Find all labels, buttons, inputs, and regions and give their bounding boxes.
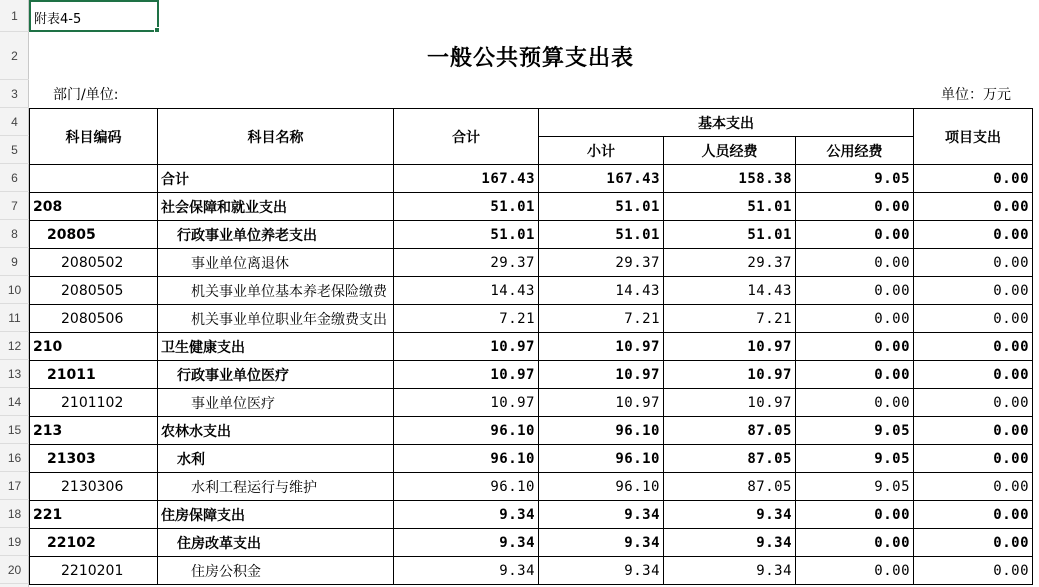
cell-personnel[interactable]: 10.97 bbox=[664, 333, 796, 361]
row-number[interactable]: 4 bbox=[0, 108, 29, 136]
cell-public[interactable]: 0.00 bbox=[796, 361, 914, 389]
dept-label: 部门/单位: bbox=[53, 87, 119, 103]
cell-subtotal[interactable]: 14.43 bbox=[539, 277, 664, 305]
cell-public[interactable]: 9.05 bbox=[796, 473, 914, 501]
cell-subtotal[interactable]: 29.37 bbox=[539, 249, 664, 277]
cell-subtotal[interactable]: 9.34 bbox=[539, 501, 664, 529]
cell-subtotal[interactable]: 10.97 bbox=[539, 333, 664, 361]
cell-subtotal[interactable]: 96.10 bbox=[539, 473, 664, 501]
row-number[interactable]: 14 bbox=[0, 388, 29, 416]
cell-total[interactable]: 10.97 bbox=[394, 333, 539, 361]
header-total[interactable]: 合计 bbox=[394, 109, 539, 165]
cell-name[interactable]: 卫生健康支出 bbox=[158, 333, 394, 361]
cell-project[interactable]: 0.00 bbox=[914, 473, 1033, 501]
row-number[interactable]: 10 bbox=[0, 276, 29, 304]
cell-project[interactable]: 0.00 bbox=[914, 529, 1033, 557]
cell-public[interactable]: 0.00 bbox=[796, 529, 914, 557]
cell-total[interactable]: 96.10 bbox=[394, 417, 539, 445]
cell-project[interactable]: 0.00 bbox=[914, 417, 1033, 445]
cell-total[interactable]: 7.21 bbox=[394, 305, 539, 333]
cell-personnel[interactable]: 9.34 bbox=[664, 557, 796, 585]
cell-public[interactable]: 9.05 bbox=[796, 417, 914, 445]
header-public[interactable]: 公用经费 bbox=[796, 137, 914, 165]
cell-total[interactable]: 10.97 bbox=[394, 361, 539, 389]
cell-public[interactable]: 0.00 bbox=[796, 305, 914, 333]
cell-public[interactable]: 0.00 bbox=[796, 249, 914, 277]
cell-personnel[interactable]: 29.37 bbox=[664, 249, 796, 277]
table-row bbox=[30, 333, 1033, 361]
table-row bbox=[30, 445, 1033, 473]
cell-total[interactable]: 96.10 bbox=[394, 445, 539, 473]
cell-total[interactable]: 9.34 bbox=[394, 529, 539, 557]
row-number[interactable]: 11 bbox=[0, 304, 29, 332]
cell-project[interactable]: 0.00 bbox=[914, 501, 1033, 529]
cell-public[interactable]: 9.05 bbox=[796, 165, 914, 193]
cell-code[interactable]: 2210201 bbox=[30, 557, 158, 585]
cell-public[interactable]: 0.00 bbox=[796, 501, 914, 529]
row-number[interactable]: 15 bbox=[0, 416, 29, 444]
cell-public[interactable]: 0.00 bbox=[796, 277, 914, 305]
cell-project[interactable]: 0.00 bbox=[914, 277, 1033, 305]
table-row bbox=[30, 389, 1033, 417]
row-number[interactable]: 2 bbox=[0, 32, 29, 80]
cell-code[interactable]: 208 bbox=[30, 193, 158, 221]
cell-code[interactable]: 2080505 bbox=[30, 277, 158, 305]
cell-total[interactable]: 10.97 bbox=[394, 389, 539, 417]
header-subtotal[interactable]: 小计 bbox=[539, 137, 664, 165]
selected-cell-a1[interactable] bbox=[29, 0, 159, 32]
cell-total[interactable]: 51.01 bbox=[394, 221, 539, 249]
cell-subtotal[interactable]: 96.10 bbox=[539, 417, 664, 445]
cell-total[interactable]: 9.34 bbox=[394, 557, 539, 585]
cell-personnel[interactable]: 87.05 bbox=[664, 445, 796, 473]
cell-public[interactable]: 0.00 bbox=[796, 221, 914, 249]
cell-name[interactable]: 机关事业单位职业年金缴费支出 bbox=[158, 305, 394, 333]
cell-code[interactable]: 210 bbox=[30, 333, 158, 361]
row-number[interactable]: 18 bbox=[0, 500, 29, 528]
cell-name[interactable]: 住房保障支出 bbox=[158, 501, 394, 529]
cell-code[interactable]: 2080506 bbox=[30, 305, 158, 333]
cell-name[interactable]: 行政事业单位医疗 bbox=[158, 361, 394, 389]
cell-name[interactable]: 事业单位医疗 bbox=[158, 389, 394, 417]
cell-personnel[interactable]: 9.34 bbox=[664, 501, 796, 529]
row-number[interactable]: 3 bbox=[0, 80, 29, 108]
row-number[interactable]: 20 bbox=[0, 556, 29, 584]
cell-personnel[interactable]: 87.05 bbox=[664, 417, 796, 445]
row-number[interactable]: 17 bbox=[0, 472, 29, 500]
table-row bbox=[30, 305, 1033, 333]
cell-subtotal[interactable]: 96.10 bbox=[539, 445, 664, 473]
cell-code[interactable] bbox=[30, 165, 158, 193]
worksheet[interactable] bbox=[29, 0, 1039, 587]
cell-total[interactable]: 96.10 bbox=[394, 473, 539, 501]
cell-project[interactable]: 0.00 bbox=[914, 361, 1033, 389]
cell-project[interactable]: 0.00 bbox=[914, 557, 1033, 585]
cell-subtotal[interactable]: 7.21 bbox=[539, 305, 664, 333]
unit-label: 单位：万元 bbox=[941, 87, 1011, 103]
cell-total[interactable]: 29.37 bbox=[394, 249, 539, 277]
cell-project[interactable]: 0.00 bbox=[914, 193, 1033, 221]
cell-code[interactable]: 213 bbox=[30, 417, 158, 445]
cell-subtotal[interactable]: 10.97 bbox=[539, 389, 664, 417]
cell-subtotal[interactable]: 10.97 bbox=[539, 361, 664, 389]
cell-code[interactable]: 221 bbox=[30, 501, 158, 529]
row-number[interactable]: 9 bbox=[0, 248, 29, 276]
cell-personnel[interactable]: 51.01 bbox=[664, 221, 796, 249]
cell-name[interactable]: 合计 bbox=[158, 165, 394, 193]
header-project[interactable]: 项目支出 bbox=[914, 109, 1033, 165]
cell-personnel[interactable]: 87.05 bbox=[664, 473, 796, 501]
cell-project[interactable]: 0.00 bbox=[914, 249, 1033, 277]
cell-project[interactable]: 0.00 bbox=[914, 305, 1033, 333]
row-number[interactable]: 8 bbox=[0, 220, 29, 248]
cell-subtotal[interactable]: 51.01 bbox=[539, 193, 664, 221]
cell-personnel[interactable]: 10.97 bbox=[664, 361, 796, 389]
sheet-title: 一般公共预算支出表 bbox=[426, 44, 634, 71]
header-code[interactable]: 科目编码 bbox=[30, 109, 158, 165]
cell-project[interactable]: 0.00 bbox=[914, 165, 1033, 193]
cell-code[interactable]: 20805 bbox=[30, 221, 158, 249]
cell-subtotal[interactable]: 51.01 bbox=[539, 221, 664, 249]
cell-project[interactable]: 0.00 bbox=[914, 221, 1033, 249]
row-number[interactable]: 12 bbox=[0, 332, 29, 360]
cell-name[interactable]: 事业单位离退休 bbox=[158, 249, 394, 277]
row-number[interactable]: 7 bbox=[0, 192, 29, 220]
cell-total[interactable]: 167.43 bbox=[394, 165, 539, 193]
cell-subtotal[interactable]: 167.43 bbox=[539, 165, 664, 193]
cell-code[interactable]: 2101102 bbox=[30, 389, 158, 417]
cell-project[interactable]: 0.00 bbox=[914, 445, 1033, 473]
cell-subtotal[interactable]: 9.34 bbox=[539, 529, 664, 557]
table-row bbox=[30, 165, 1033, 193]
cell-total[interactable]: 9.34 bbox=[394, 501, 539, 529]
cell-personnel[interactable]: 14.43 bbox=[664, 277, 796, 305]
cell-name[interactable]: 住房公积金 bbox=[158, 557, 394, 585]
table-row bbox=[30, 501, 1033, 529]
cell-name[interactable]: 农林水支出 bbox=[158, 417, 394, 445]
cell-personnel[interactable]: 7.21 bbox=[664, 305, 796, 333]
cell-personnel[interactable]: 158.38 bbox=[664, 165, 796, 193]
cell-code[interactable]: 22102 bbox=[30, 529, 158, 557]
cell-public[interactable]: 0.00 bbox=[796, 389, 914, 417]
table-row bbox=[30, 529, 1033, 557]
row-header-column bbox=[0, 0, 29, 587]
table-row bbox=[30, 557, 1033, 585]
cell-personnel[interactable]: 9.34 bbox=[664, 529, 796, 557]
budget-table bbox=[29, 108, 1033, 585]
table-row bbox=[30, 249, 1033, 277]
cell-project[interactable]: 0.00 bbox=[914, 333, 1033, 361]
row-number[interactable]: 1 bbox=[0, 0, 29, 32]
cell-subtotal[interactable]: 9.34 bbox=[539, 557, 664, 585]
cell-name[interactable]: 行政事业单位养老支出 bbox=[158, 221, 394, 249]
table-row bbox=[30, 473, 1033, 501]
header-personnel[interactable]: 人员经费 bbox=[664, 137, 796, 165]
cell-code[interactable]: 2080502 bbox=[30, 249, 158, 277]
cell-name[interactable]: 社会保障和就业支出 bbox=[158, 193, 394, 221]
cell-name[interactable]: 住房改革支出 bbox=[158, 529, 394, 557]
cell-a1-text: 附表4-5 bbox=[34, 12, 82, 27]
row-number[interactable]: 6 bbox=[0, 164, 29, 192]
table-row bbox=[30, 417, 1033, 445]
cell-project[interactable]: 0.00 bbox=[914, 389, 1033, 417]
table-row bbox=[30, 221, 1033, 249]
row-number[interactable]: 13 bbox=[0, 360, 29, 388]
cell-public[interactable]: 0.00 bbox=[796, 557, 914, 585]
row-number[interactable]: 19 bbox=[0, 528, 29, 556]
cell-personnel[interactable]: 10.97 bbox=[664, 389, 796, 417]
row-number[interactable]: 5 bbox=[0, 136, 29, 164]
header-basic[interactable]: 基本支出 bbox=[539, 109, 914, 137]
cell-code[interactable]: 2130306 bbox=[30, 473, 158, 501]
cell-public[interactable]: 0.00 bbox=[796, 193, 914, 221]
cell-total[interactable]: 14.43 bbox=[394, 277, 539, 305]
cell-name[interactable]: 水利工程运行与维护 bbox=[158, 473, 394, 501]
cell-personnel[interactable]: 51.01 bbox=[664, 193, 796, 221]
header-name[interactable]: 科目名称 bbox=[158, 109, 394, 165]
table-row bbox=[30, 193, 1033, 221]
cell-public[interactable]: 0.00 bbox=[796, 333, 914, 361]
cell-code[interactable]: 21303 bbox=[30, 445, 158, 473]
row-number[interactable]: 16 bbox=[0, 444, 29, 472]
table-row bbox=[30, 361, 1033, 389]
cell-name[interactable]: 水利 bbox=[158, 445, 394, 473]
cell-total[interactable]: 51.01 bbox=[394, 193, 539, 221]
table-row bbox=[30, 277, 1033, 305]
cell-name[interactable]: 机关事业单位基本养老保险缴费 bbox=[158, 277, 394, 305]
cell-code[interactable]: 21011 bbox=[30, 361, 158, 389]
cell-public[interactable]: 9.05 bbox=[796, 445, 914, 473]
